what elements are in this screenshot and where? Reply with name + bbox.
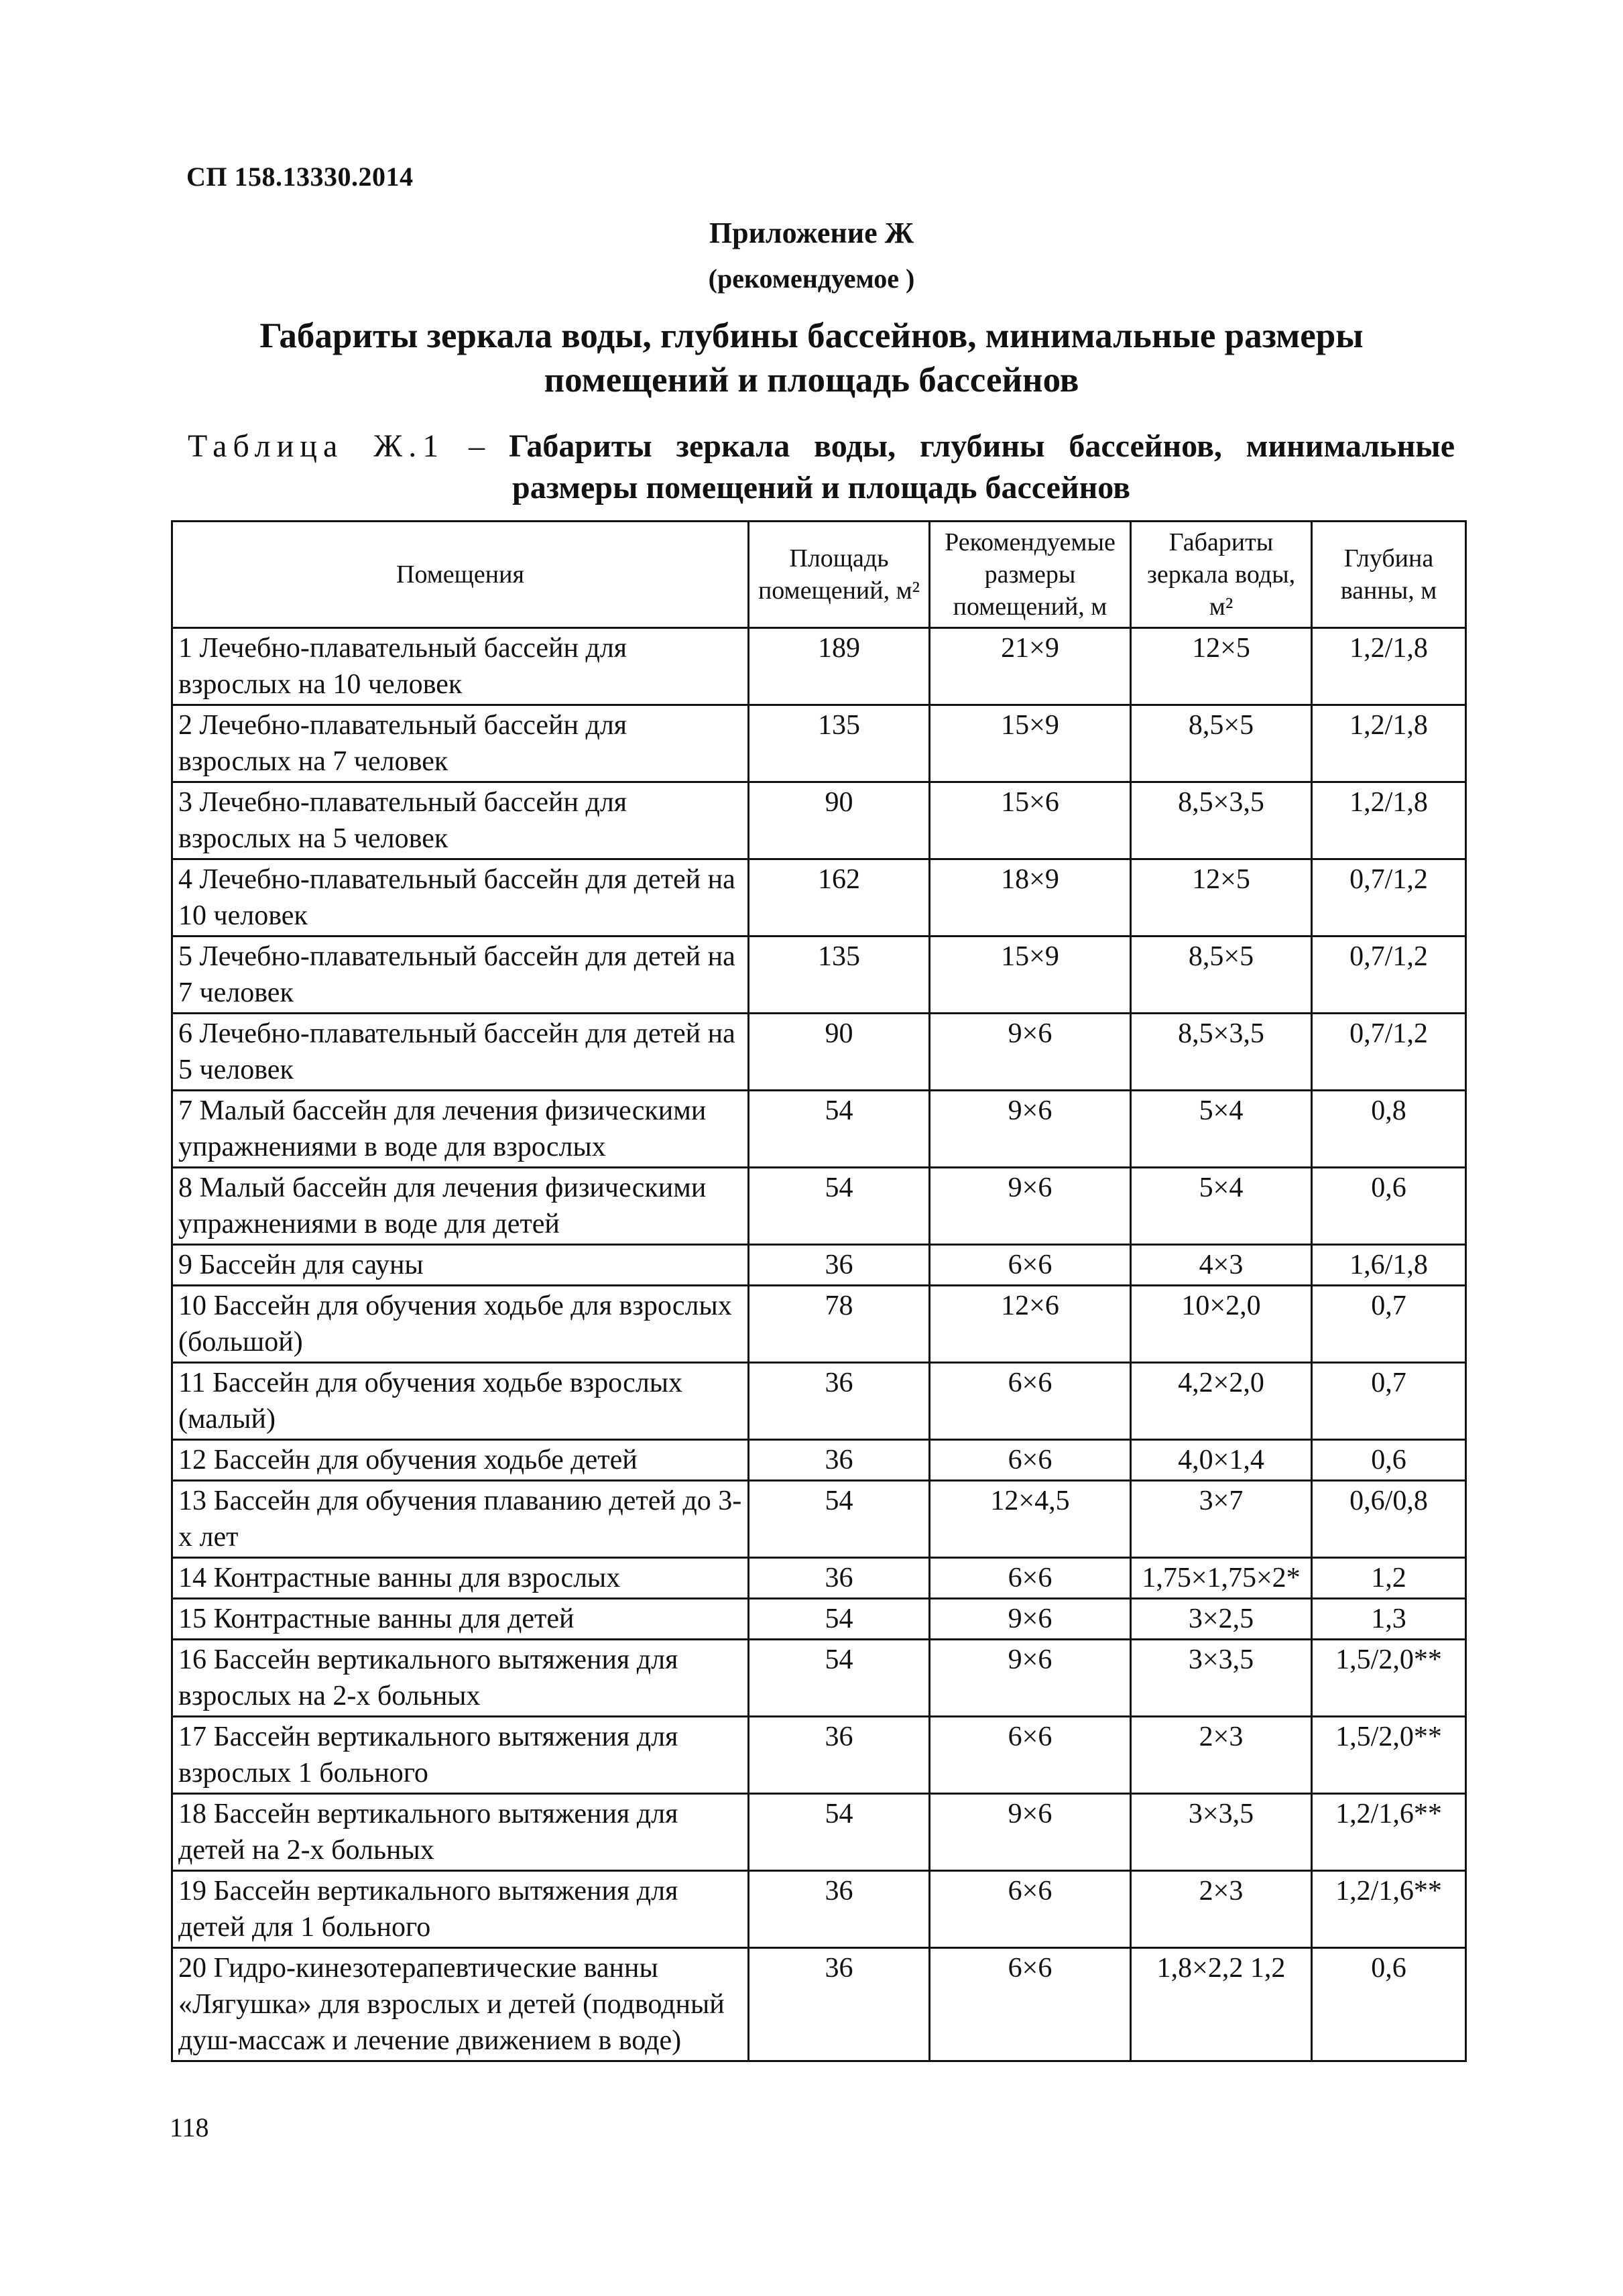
cell-water-surface: 3×2,5 [1131,1599,1312,1640]
cell-room: 12 Бассейн для обучения ходьбе детей [172,1440,749,1481]
cell-area: 54 [749,1640,930,1717]
cell-area: 54 [749,1091,930,1168]
table-caption [188,426,1455,509]
cell-room: 19 Бассейн вертикального вытяжения для детей для 1 больного [172,1871,749,1948]
cell-water-surface: 8,5×5 [1131,936,1312,1014]
cell-depth: 0,6/0,8 [1312,1481,1466,1558]
cell-room: 1 Лечебно-плавательный бассейн для взрослых на 10 человек [172,628,749,705]
cell-room-size: 21×9 [930,628,1131,705]
table-row [172,1948,1466,2061]
cell-depth: 0,8 [1312,1091,1466,1168]
cell-water-surface: 3×3,5 [1131,1794,1312,1871]
cell-area: 135 [749,705,930,782]
cell-depth: 0,7/1,2 [1312,936,1466,1014]
cell-area: 162 [749,859,930,936]
cell-area: 36 [749,1440,930,1481]
cell-depth: 0,6 [1312,1948,1466,2061]
cell-room-size: 6×6 [930,1363,1131,1440]
cell-room-size: 6×6 [930,1717,1131,1794]
table-row [172,1091,1466,1168]
cell-depth: 1,2 [1312,1558,1466,1599]
cell-depth: 1,2/1,6** [1312,1794,1466,1871]
cell-water-surface: 2×3 [1131,1871,1312,1948]
appendix-title: Приложение Ж [709,217,914,249]
cell-room: 4 Лечебно-плавательный бассейн для детей на 10 человек [172,859,749,936]
cell-area: 36 [749,1363,930,1440]
cell-room-size: 9×6 [930,1640,1131,1717]
cell-room-size: 15×6 [930,782,1131,859]
table-caption-text: Габариты зеркала воды, глубины бассейнов, минимальные размеры помещений и площадь бассейнов [509,428,1455,505]
cell-room-size: 18×9 [930,859,1131,936]
cell-area: 36 [749,1948,930,2061]
table-row [172,628,1466,705]
table-row [172,1014,1466,1091]
cell-area: 54 [749,1168,930,1245]
cell-water-surface: 2×3 [1131,1717,1312,1794]
cell-depth: 1,2/1,8 [1312,705,1466,782]
cell-room-size: 6×6 [930,1558,1131,1599]
heading-line-1: Габариты зеркала воды, глубины бассейнов, минимальные размеры [259,316,1364,355]
cell-depth: 0,6 [1312,1440,1466,1481]
cell-room-size: 6×6 [930,1440,1131,1481]
cell-depth: 1,6/1,8 [1312,1245,1466,1286]
column-header-depth: Глубина ванны, м [1312,522,1466,628]
cell-room: 2 Лечебно-плавательный бассейн для взрослых на 7 человек [172,705,749,782]
table-row [172,1286,1466,1363]
cell-room: 14 Контрастные ванны для взрослых [172,1558,749,1599]
table-row [172,1871,1466,1948]
cell-depth: 0,6 [1312,1168,1466,1245]
table-row [172,859,1466,936]
cell-depth: 1,2/1,6** [1312,1871,1466,1948]
cell-area: 54 [749,1481,930,1558]
cell-water-surface: 3×7 [1131,1481,1312,1558]
cell-water-surface: 4×3 [1131,1245,1312,1286]
cell-room-size: 9×6 [930,1168,1131,1245]
cell-depth: 0,7/1,2 [1312,1014,1466,1091]
cell-room: 18 Бассейн вертикального вытяжения для детей на 2-х больных [172,1794,749,1871]
cell-water-surface: 1,8×2,2 1,2 [1131,1948,1312,2061]
appendix-status: (рекомендуемое ) [708,263,915,294]
cell-depth: 1,2/1,8 [1312,782,1466,859]
cell-room-size: 9×6 [930,1599,1131,1640]
cell-room: 16 Бассейн вертикального вытяжения для взрослых на 2-х больных [172,1640,749,1717]
cell-room-size: 9×6 [930,1091,1131,1168]
table-header-row [172,522,1466,628]
table-row [172,782,1466,859]
cell-water-surface: 8,5×3,5 [1131,1014,1312,1091]
table-row [172,1481,1466,1558]
cell-room-size: 6×6 [930,1245,1131,1286]
cell-room: 13 Бассейн для обучения плаванию детей до 3-х лет [172,1481,749,1558]
table-row [172,936,1466,1014]
cell-room-size: 6×6 [930,1871,1131,1948]
cell-area: 90 [749,782,930,859]
cell-room: 5 Лечебно-плавательный бассейн для детей на 7 человек [172,936,749,1014]
column-header-rooms: Помещения [172,522,749,628]
cell-depth: 1,5/2,0** [1312,1640,1466,1717]
cell-area: 36 [749,1871,930,1948]
cell-area: 135 [749,936,930,1014]
cell-water-surface: 5×4 [1131,1091,1312,1168]
cell-area: 78 [749,1286,930,1363]
cell-water-surface: 10×2,0 [1131,1286,1312,1363]
cell-room-size: 12×4,5 [930,1481,1131,1558]
cell-area: 54 [749,1599,930,1640]
table-row [172,1794,1466,1871]
cell-water-surface: 4,2×2,0 [1131,1363,1312,1440]
cell-room-size: 9×6 [930,1014,1131,1091]
cell-water-surface: 1,75×1,75×2* [1131,1558,1312,1599]
cell-depth: 1,2/1,8 [1312,628,1466,705]
table-row [172,1440,1466,1481]
cell-room-size: 15×9 [930,936,1131,1014]
cell-room-size: 6×6 [930,1948,1131,2061]
table-row [172,1363,1466,1440]
cell-room: 17 Бассейн вертикального вытяжения для взрослых 1 больного [172,1717,749,1794]
cell-water-surface: 8,5×3,5 [1131,782,1312,859]
cell-depth: 1,3 [1312,1599,1466,1640]
cell-depth: 1,5/2,0** [1312,1717,1466,1794]
cell-depth: 0,7/1,2 [1312,859,1466,936]
table-row [172,1717,1466,1794]
cell-area: 189 [749,628,930,705]
document-code: СП 158.13330.2014 [186,162,414,192]
cell-area: 36 [749,1717,930,1794]
cell-room: 6 Лечебно-плавательный бассейн для детей на 5 человек [172,1014,749,1091]
cell-room: 15 Контрастные ванны для детей [172,1599,749,1640]
table-caption-dash: – [444,428,509,464]
cell-area: 54 [749,1794,930,1871]
cell-room: 11 Бассейн для обучения ходьбе взрослых (малый) [172,1363,749,1440]
cell-room-size: 9×6 [930,1794,1131,1871]
cell-water-surface: 8,5×5 [1131,705,1312,782]
cell-area: 36 [749,1558,930,1599]
column-header-water-surface: Габариты зеркала воды, м² [1131,522,1312,628]
cell-room: 7 Малый бассейн для лечения физическими упражнениями в воде для взрослых [172,1091,749,1168]
cell-room: 9 Бассейн для сауны [172,1245,749,1286]
cell-area: 36 [749,1245,930,1286]
heading-line-2: помещений и площадь бассейнов [544,361,1079,400]
cell-room: 10 Бассейн для обучения ходьбе для взрослых (большой) [172,1286,749,1363]
cell-area: 90 [749,1014,930,1091]
cell-water-surface: 5×4 [1131,1168,1312,1245]
cell-room: 3 Лечебно-плавательный бассейн для взрослых на 5 человек [172,782,749,859]
column-header-room-size: Рекомендуемые размеры помещений, м [930,522,1131,628]
cell-room: 20 Гидро-кинезотерапевтические ванны «Лягушка» для взрослых и детей (подводный душ-массаж и лечение движением в воде) [172,1948,749,2061]
cell-water-surface: 4,0×1,4 [1131,1440,1312,1481]
table-row [172,1558,1466,1599]
cell-depth: 0,7 [1312,1363,1466,1440]
table-row [172,1640,1466,1717]
cell-room-size: 15×9 [930,705,1131,782]
column-header-area: Площадь помещений, м² [749,522,930,628]
pool-dimensions-table [171,520,1467,2062]
page-number: 118 [170,2112,209,2142]
cell-room-size: 12×6 [930,1286,1131,1363]
table-row [172,1168,1466,1245]
cell-water-surface: 12×5 [1131,628,1312,705]
table-caption-label: Таблица Ж.1 [188,428,445,464]
cell-room: 8 Малый бассейн для лечения физическими упражнениями в воде для детей [172,1168,749,1245]
table-row [172,1599,1466,1640]
appendix-heading [168,314,1455,402]
table-row [172,1245,1466,1286]
cell-water-surface: 12×5 [1131,859,1312,936]
table-row [172,705,1466,782]
cell-depth: 0,7 [1312,1286,1466,1363]
cell-water-surface: 3×3,5 [1131,1640,1312,1717]
